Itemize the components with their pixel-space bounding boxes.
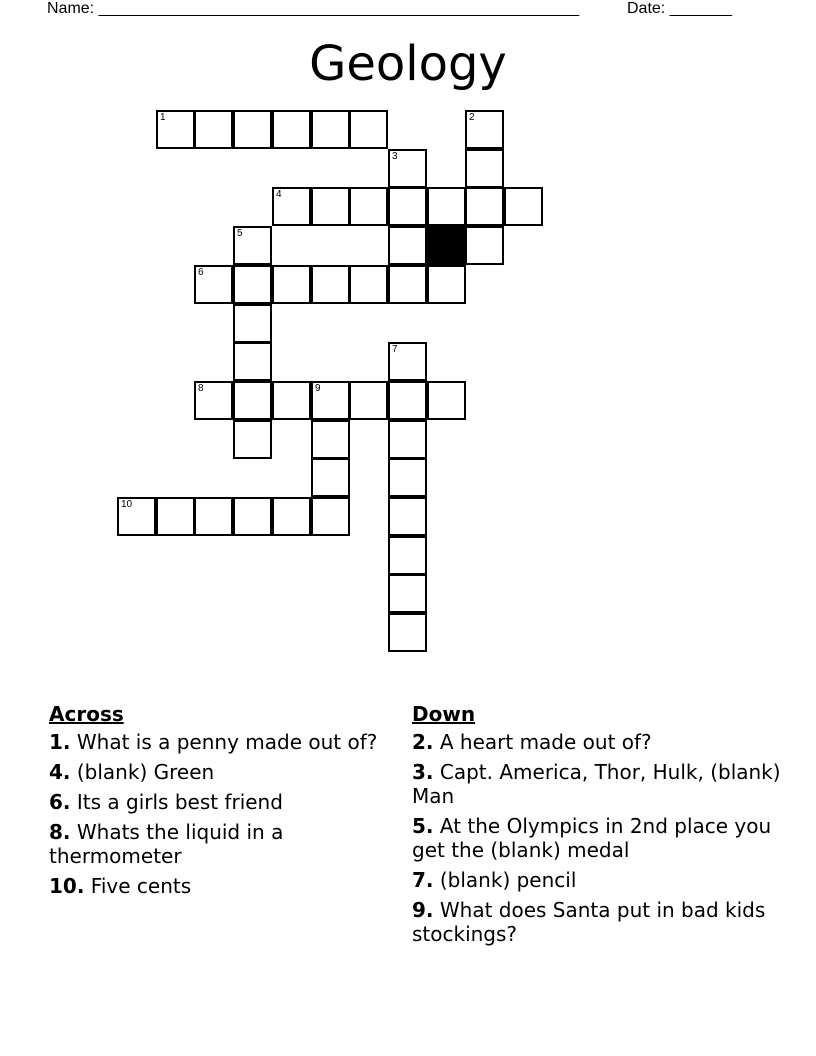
crossword-cell[interactable]	[156, 497, 195, 536]
clue-number: 9.	[412, 898, 434, 922]
crossword-cell[interactable]	[388, 613, 427, 652]
clue-number: 10.	[49, 874, 85, 898]
clue-down-5	[412, 814, 782, 862]
crossword-cell[interactable]	[427, 381, 466, 420]
crossword-cell[interactable]	[272, 381, 311, 420]
across-heading: Across	[49, 702, 124, 726]
crossword-cell[interactable]	[311, 265, 350, 304]
crossword-cell[interactable]	[233, 110, 272, 149]
clue-number: 2.	[412, 730, 434, 754]
crossword-cell[interactable]	[194, 381, 233, 420]
clue-number: 6.	[49, 790, 71, 814]
clue-across-6	[49, 790, 384, 814]
crossword-cell[interactable]	[233, 381, 272, 420]
crossword-cell[interactable]	[388, 458, 427, 497]
clue-across-4	[49, 760, 384, 784]
clue-down-9	[412, 898, 782, 946]
date-field[interactable]: Date: _______	[627, 0, 732, 17]
crossword-cell[interactable]	[233, 265, 272, 304]
clue-text: What does Santa put in bad kids stockings?	[412, 898, 766, 946]
clue-number: 3.	[412, 760, 434, 784]
clue-down-7	[412, 868, 782, 892]
crossword-cell[interactable]	[194, 265, 233, 304]
crossword-cell[interactable]	[194, 110, 233, 149]
crossword-cell[interactable]	[311, 187, 350, 226]
crossword-cell[interactable]	[194, 497, 233, 536]
clue-number: 5.	[412, 814, 434, 838]
crossword-cell[interactable]	[311, 381, 350, 420]
crossword-cell[interactable]	[349, 110, 388, 149]
cell-number: 2	[469, 112, 475, 123]
cell-number: 10	[121, 499, 133, 510]
clue-across-1	[49, 730, 384, 754]
crossword-cell[interactable]	[233, 497, 272, 536]
clue-text: A heart made out of?	[439, 730, 652, 754]
clue-across-8	[49, 820, 384, 868]
clue-text: At the Olympics in 2nd place you get the (blank) medal	[412, 814, 772, 862]
down-clues	[412, 702, 782, 952]
crossword-cell[interactable]	[465, 226, 504, 265]
clue-text: Whats the liquid in a thermometer	[49, 820, 284, 868]
cell-number: 9	[315, 383, 321, 394]
crossword-cell[interactable]	[349, 187, 388, 226]
crossword-cell[interactable]	[233, 420, 272, 459]
clue-down-2	[412, 730, 782, 754]
crossword-cell[interactable]	[349, 381, 388, 420]
crossword-cell[interactable]	[233, 304, 272, 343]
crossword-cell[interactable]	[117, 497, 156, 536]
cell-number: 7	[392, 344, 398, 355]
cell-number: 8	[198, 383, 204, 394]
clue-text: (blank) pencil	[439, 868, 577, 892]
clue-text: Five cents	[90, 874, 192, 898]
crossword-cell[interactable]	[465, 149, 504, 188]
cell-number: 5	[237, 228, 243, 239]
crossword-cell[interactable]	[427, 187, 466, 226]
crossword-cell[interactable]	[427, 265, 466, 304]
cell-number: 3	[392, 151, 398, 162]
clue-number: 7.	[412, 868, 434, 892]
crossword-cell[interactable]	[388, 497, 427, 536]
crossword-cell[interactable]	[311, 420, 350, 459]
crossword-cell[interactable]	[388, 342, 427, 381]
crossword-cell[interactable]	[272, 497, 311, 536]
crossword-cell[interactable]	[388, 187, 427, 226]
down-heading: Down	[412, 702, 476, 726]
across-clues	[49, 702, 384, 904]
crossword-cell[interactable]	[156, 110, 195, 149]
crossword-cell[interactable]	[311, 110, 350, 149]
name-field[interactable]: Name: ______________________________________________________	[47, 0, 580, 17]
crossword-cell[interactable]	[272, 187, 311, 226]
clue-down-3	[412, 760, 782, 808]
crossword-cell[interactable]	[504, 187, 543, 226]
cell-number: 4	[276, 189, 282, 200]
crossword-cell[interactable]	[388, 226, 427, 265]
clue-text: Capt. America, Thor, Hulk, (blank) Man	[412, 760, 781, 808]
crossword-cell[interactable]	[272, 265, 311, 304]
crossword-cell[interactable]	[465, 110, 504, 149]
crossword-cell[interactable]	[311, 497, 350, 536]
crossword-cell[interactable]	[311, 458, 350, 497]
crossword-cell[interactable]	[388, 265, 427, 304]
clue-number: 1.	[49, 730, 71, 754]
crossword-cell[interactable]	[388, 149, 427, 188]
crossword-cell[interactable]	[272, 110, 311, 149]
clue-text: What is a penny made out of?	[76, 730, 378, 754]
clue-text: (blank) Green	[76, 760, 215, 784]
clue-number: 4.	[49, 760, 71, 784]
crossword-cell[interactable]	[349, 265, 388, 304]
clue-text: Its a girls best friend	[76, 790, 283, 814]
page-title: Geology	[309, 36, 507, 92]
clue-number: 8.	[49, 820, 71, 844]
crossword-cell[interactable]	[233, 342, 272, 381]
crossword-cell[interactable]	[388, 420, 427, 459]
crossword-cell[interactable]	[388, 381, 427, 420]
cell-number: 6	[198, 267, 204, 278]
crossword-cell[interactable]	[388, 536, 427, 575]
crossword-cell[interactable]	[233, 226, 272, 265]
crossword-cell[interactable]	[388, 574, 427, 613]
clue-across-10	[49, 874, 384, 898]
crossword-cell[interactable]	[465, 187, 504, 226]
cell-number: 1	[160, 112, 166, 123]
crossword-block	[427, 226, 466, 265]
